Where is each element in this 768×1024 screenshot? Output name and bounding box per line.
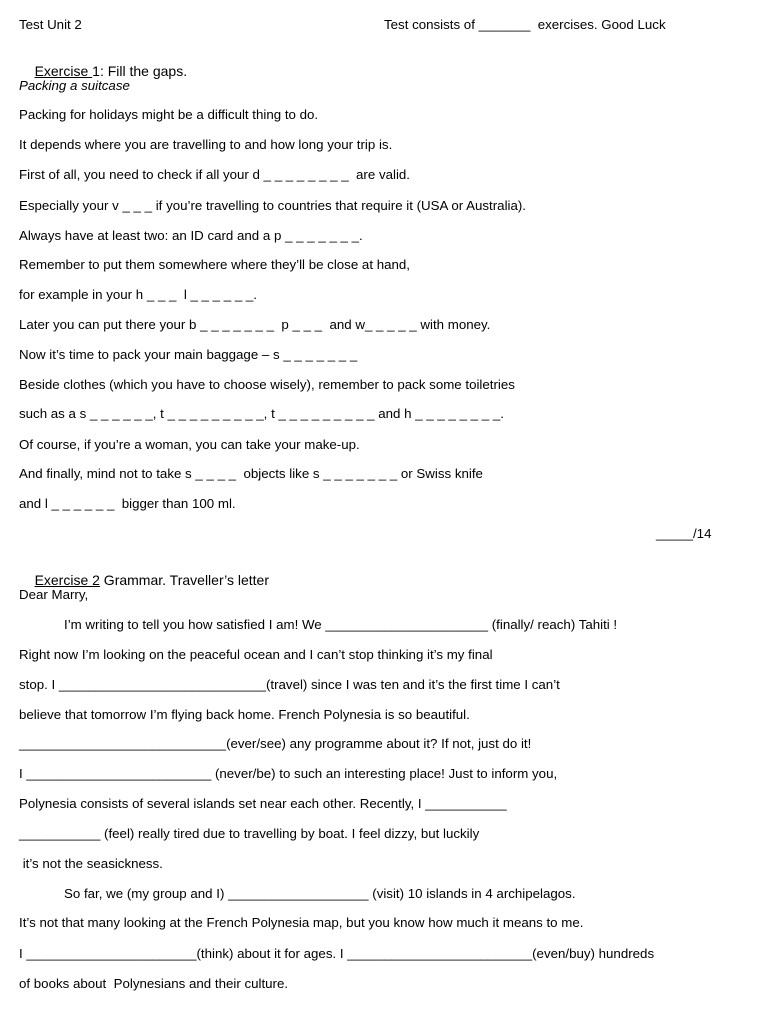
letter-line: of books about Polynesians and their culture. [19,976,289,991]
exercise2-label: Exercise 2 [34,572,100,588]
exercise1-subtitle: Packing a suitcase [19,78,130,93]
letter-line: Right now I’m looking on the peaceful ocean and I can’t stop thinking it’s my final [19,647,493,662]
letter-line: ___________ (feel) really tired due to travelling by boat. I feel dizzy, but luckily [19,826,480,841]
exercise1-line: Later you can put there your b _ _ _ _ _ _ _ p _ _ _ and w_ _ _ _ _ with money. [19,317,491,332]
letter-line: It’s not that many looking at the French Polynesia map, but you know how much it means to me. [19,915,584,930]
exercise1-line: for example in your h _ _ _ l _ _ _ _ _ _. [19,287,258,302]
exercise1-line: Packing for holidays might be a difficult thing to do. [19,107,319,122]
exercise1-line: It depends where you are travelling to and how long your trip is. [19,137,393,152]
exercise1-label-num: 1 [92,63,100,79]
letter-line: I’m writing to tell you how satisfied I am! We ______________________ (finally/ reach) Tahiti ! [64,617,618,632]
letter-line: So far, we (my group and I) ___________________ (visit) 10 islands in 4 archipelagos. [64,886,576,901]
exercise1-label-text: Exercise [34,63,93,79]
exercise1-line: Always have at least two: an ID card and a p _ _ _ _ _ _ _. [19,228,363,243]
exercise1-label [35,63,93,79]
exercise1-line: such as a s _ _ _ _ _ _, t _ _ _ _ _ _ _ _ _, t _ _ _ _ _ _ _ _ _ and h _ _ _ _ _ _ _ _. [19,406,504,421]
exercise1-score: _____/14 [656,526,712,541]
exercise1-line: and l _ _ _ _ _ _ bigger than 100 ml. [19,496,236,511]
letter-line: I _______________________(think) about it for ages. I _________________________(even/buy) hundreds [19,946,655,961]
exercise2-title: Grammar. Traveller’s letter [99,572,270,588]
test-instructions: Test consists of _______ exercises. Good Luck [384,17,666,32]
letter-line: I _________________________ (never/be) to such an interesting place! Just to inform you, [19,766,558,781]
exercise1-line: Especially your v _ _ _ if you’re travelling to countries that require it (USA or Australia). [19,198,526,213]
test-title: Test Unit 2 [19,17,82,32]
letter-line: Polynesia consists of several islands set near each other. Recently, I ___________ [19,796,507,811]
exercise1-line: And finally, mind not to take s _ _ _ _ objects like s _ _ _ _ _ _ _ or Swiss knife [19,466,483,481]
exercise1-line: Now it’s time to pack your main baggage – s _ _ _ _ _ _ _ [19,347,358,362]
exercise1-line: First of all, you need to check if all your d _ _ _ _ _ _ _ _ are valid. [19,167,410,182]
letter-greeting: Dear Marry, [19,587,89,602]
letter-line: believe that tomorrow I’m flying back home. French Polynesia is so beautiful. [19,707,470,722]
exercise1-line: Of course, if you’re a woman, you can take your make-up. [19,437,360,452]
exercise1-line: Remember to put them somewhere where they’ll be close at hand, [19,257,410,272]
letter-line: ____________________________(ever/see) any programme about it? If not, just do it! [19,736,532,751]
letter-line: it’s not the seasickness. [19,856,163,871]
exercise1-line: Beside clothes (which you have to choose wisely), remember to pack some toiletries [19,377,515,392]
exercise1-title: : Fill the gaps. [99,63,188,79]
letter-line: stop. I ____________________________(travel) since I was ten and it’s the first time I can’t [19,677,560,692]
